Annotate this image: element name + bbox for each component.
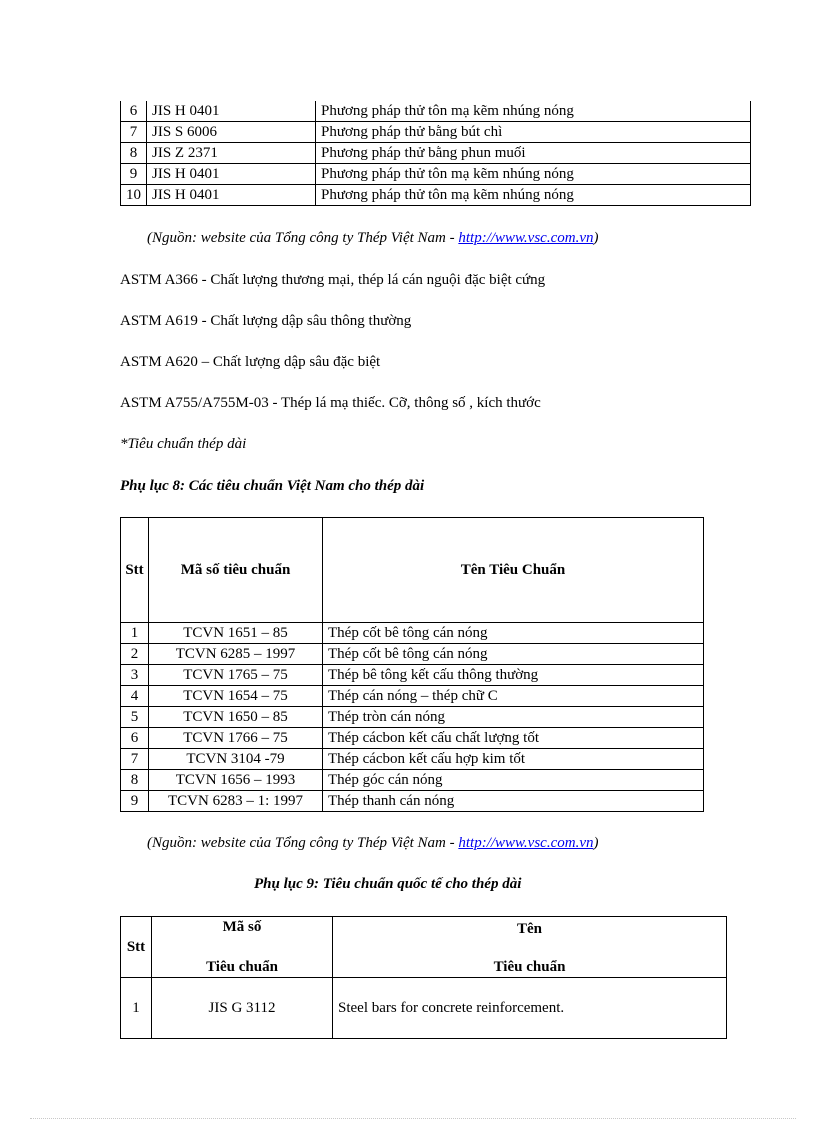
header-code: Mã số tiêu chuẩn (149, 518, 323, 623)
cell-name: Thép góc cán nóng (323, 770, 704, 791)
paragraph-astm-a755: ASTM A755/A755M-03 - Thép lá mạ thiếc. Cỡ, thông số , kích thước (120, 395, 541, 411)
cell-code: TCVN 1650 – 85 (149, 707, 323, 728)
table-row (121, 143, 751, 164)
page-bottom-rule (30, 1118, 796, 1119)
cell-stt: 6 (121, 101, 147, 122)
cell-stt: 2 (121, 644, 149, 665)
table-row (121, 665, 704, 686)
cell-code: TCVN 6285 – 1997 (149, 644, 323, 665)
cell-name: Phương pháp thử bằng phun muối (316, 143, 751, 164)
source-link-2[interactable]: http://www.vsc.com.vn (458, 835, 594, 851)
cell-stt: 1 (121, 978, 152, 1039)
header-name-bottom: Tiêu chuẩn (333, 948, 727, 977)
cell-code: TCVN 1651 – 85 (149, 623, 323, 644)
source-note-2: (Nguồn: website của Tổng công ty Thép Việt Nam - http://www.vsc.com.vn) (147, 835, 599, 851)
header-stt: Stt (121, 917, 152, 978)
cell-name: Thép cán nóng – thép chữ C (323, 686, 704, 707)
paragraph-astm-a620: ASTM A620 – Chất lượng dập sâu đặc biệt (120, 354, 381, 370)
cell-stt: 8 (121, 143, 147, 164)
cell-code: JIS H 0401 (147, 185, 316, 206)
paragraph-astm-a366: ASTM A366 - Chất lượng thương mại, thép lá cán nguội đặc biệt cứng (120, 272, 546, 288)
header-stt: Stt (121, 518, 149, 623)
cell-stt: 8 (121, 770, 149, 791)
header-code-top: Mã số (152, 917, 333, 949)
cell-code: JIS H 0401 (147, 164, 316, 185)
table-international-standards (120, 916, 727, 1039)
cell-name: Phương pháp thử tôn mạ kẽm nhúng nóng (316, 185, 751, 206)
table-row (121, 707, 704, 728)
cell-name: Thép bê tông kết cấu thông thường (323, 665, 704, 686)
header-name-top: Tên (333, 917, 727, 949)
table-row (121, 185, 751, 206)
cell-code: TCVN 1654 – 75 (149, 686, 323, 707)
cell-name: Steel bars for concrete reinforcement. (333, 978, 727, 1039)
paragraph-long-steel-standards: *Tiêu chuẩn thép dài (120, 436, 247, 452)
cell-code: TCVN 1766 – 75 (149, 728, 323, 749)
paragraph-astm-a619: ASTM A619 - Chất lượng dập sâu thông thường (120, 313, 412, 329)
cell-code: TCVN 6283 – 1: 1997 (149, 791, 323, 812)
table-vietnam-standards (120, 517, 704, 812)
header-name: Tên Tiêu Chuẩn (323, 518, 704, 623)
cell-code: TCVN 3104 -79 (149, 749, 323, 770)
table-row (121, 101, 751, 122)
cell-name: Thép cốt bê tông cán nóng (323, 623, 704, 644)
cell-code: TCVN 1765 – 75 (149, 665, 323, 686)
cell-stt: 9 (121, 791, 149, 812)
cell-stt: 6 (121, 728, 149, 749)
table-test-methods (120, 101, 751, 206)
cell-code: TCVN 1656 – 1993 (149, 770, 323, 791)
table-row (121, 978, 727, 1039)
cell-code: JIS G 3112 (152, 978, 333, 1039)
cell-code: JIS S 6006 (147, 122, 316, 143)
header-code-bottom: Tiêu chuẩn (152, 948, 333, 977)
table-row (121, 791, 704, 812)
cell-name: Thép tròn cán nóng (323, 707, 704, 728)
table-row (121, 164, 751, 185)
cell-name: Phương pháp thử tôn mạ kẽm nhúng nóng (316, 101, 751, 122)
cell-name: Thép cácbon kết cấu hợp kim tốt (323, 749, 704, 770)
cell-code: JIS H 0401 (147, 101, 316, 122)
cell-stt: 10 (121, 185, 147, 206)
table-row (121, 623, 704, 644)
cell-stt: 7 (121, 122, 147, 143)
cell-name: Phương pháp thử tôn mạ kẽm nhúng nóng (316, 164, 751, 185)
table-row (121, 686, 704, 707)
cell-name: Thép cốt bê tông cán nóng (323, 644, 704, 665)
table-row (121, 122, 751, 143)
table-row (121, 644, 704, 665)
cell-stt: 1 (121, 623, 149, 644)
table-row (121, 770, 704, 791)
table-row (121, 728, 704, 749)
cell-name: Phương pháp thử bằng bút chì (316, 122, 751, 143)
cell-stt: 4 (121, 686, 149, 707)
cell-stt: 9 (121, 164, 147, 185)
source-link-1[interactable]: http://www.vsc.com.vn (458, 230, 594, 246)
cell-name: Thép thanh cán nóng (323, 791, 704, 812)
cell-name: Thép cácbon kết cấu chất lượng tốt (323, 728, 704, 749)
caption-appendix-8: Phụ lục 8: Các tiêu chuẩn Việt Nam cho thép dài (120, 478, 425, 494)
cell-code: JIS Z 2371 (147, 143, 316, 164)
cell-stt: 7 (121, 749, 149, 770)
source-note-1: (Nguồn: website của Tổng công ty Thép Việt Nam - http://www.vsc.com.vn) (147, 230, 599, 246)
caption-appendix-9: Phụ lục 9: Tiêu chuẩn quốc tế cho thép dài (254, 876, 522, 892)
cell-stt: 3 (121, 665, 149, 686)
cell-stt: 5 (121, 707, 149, 728)
table-row (121, 749, 704, 770)
